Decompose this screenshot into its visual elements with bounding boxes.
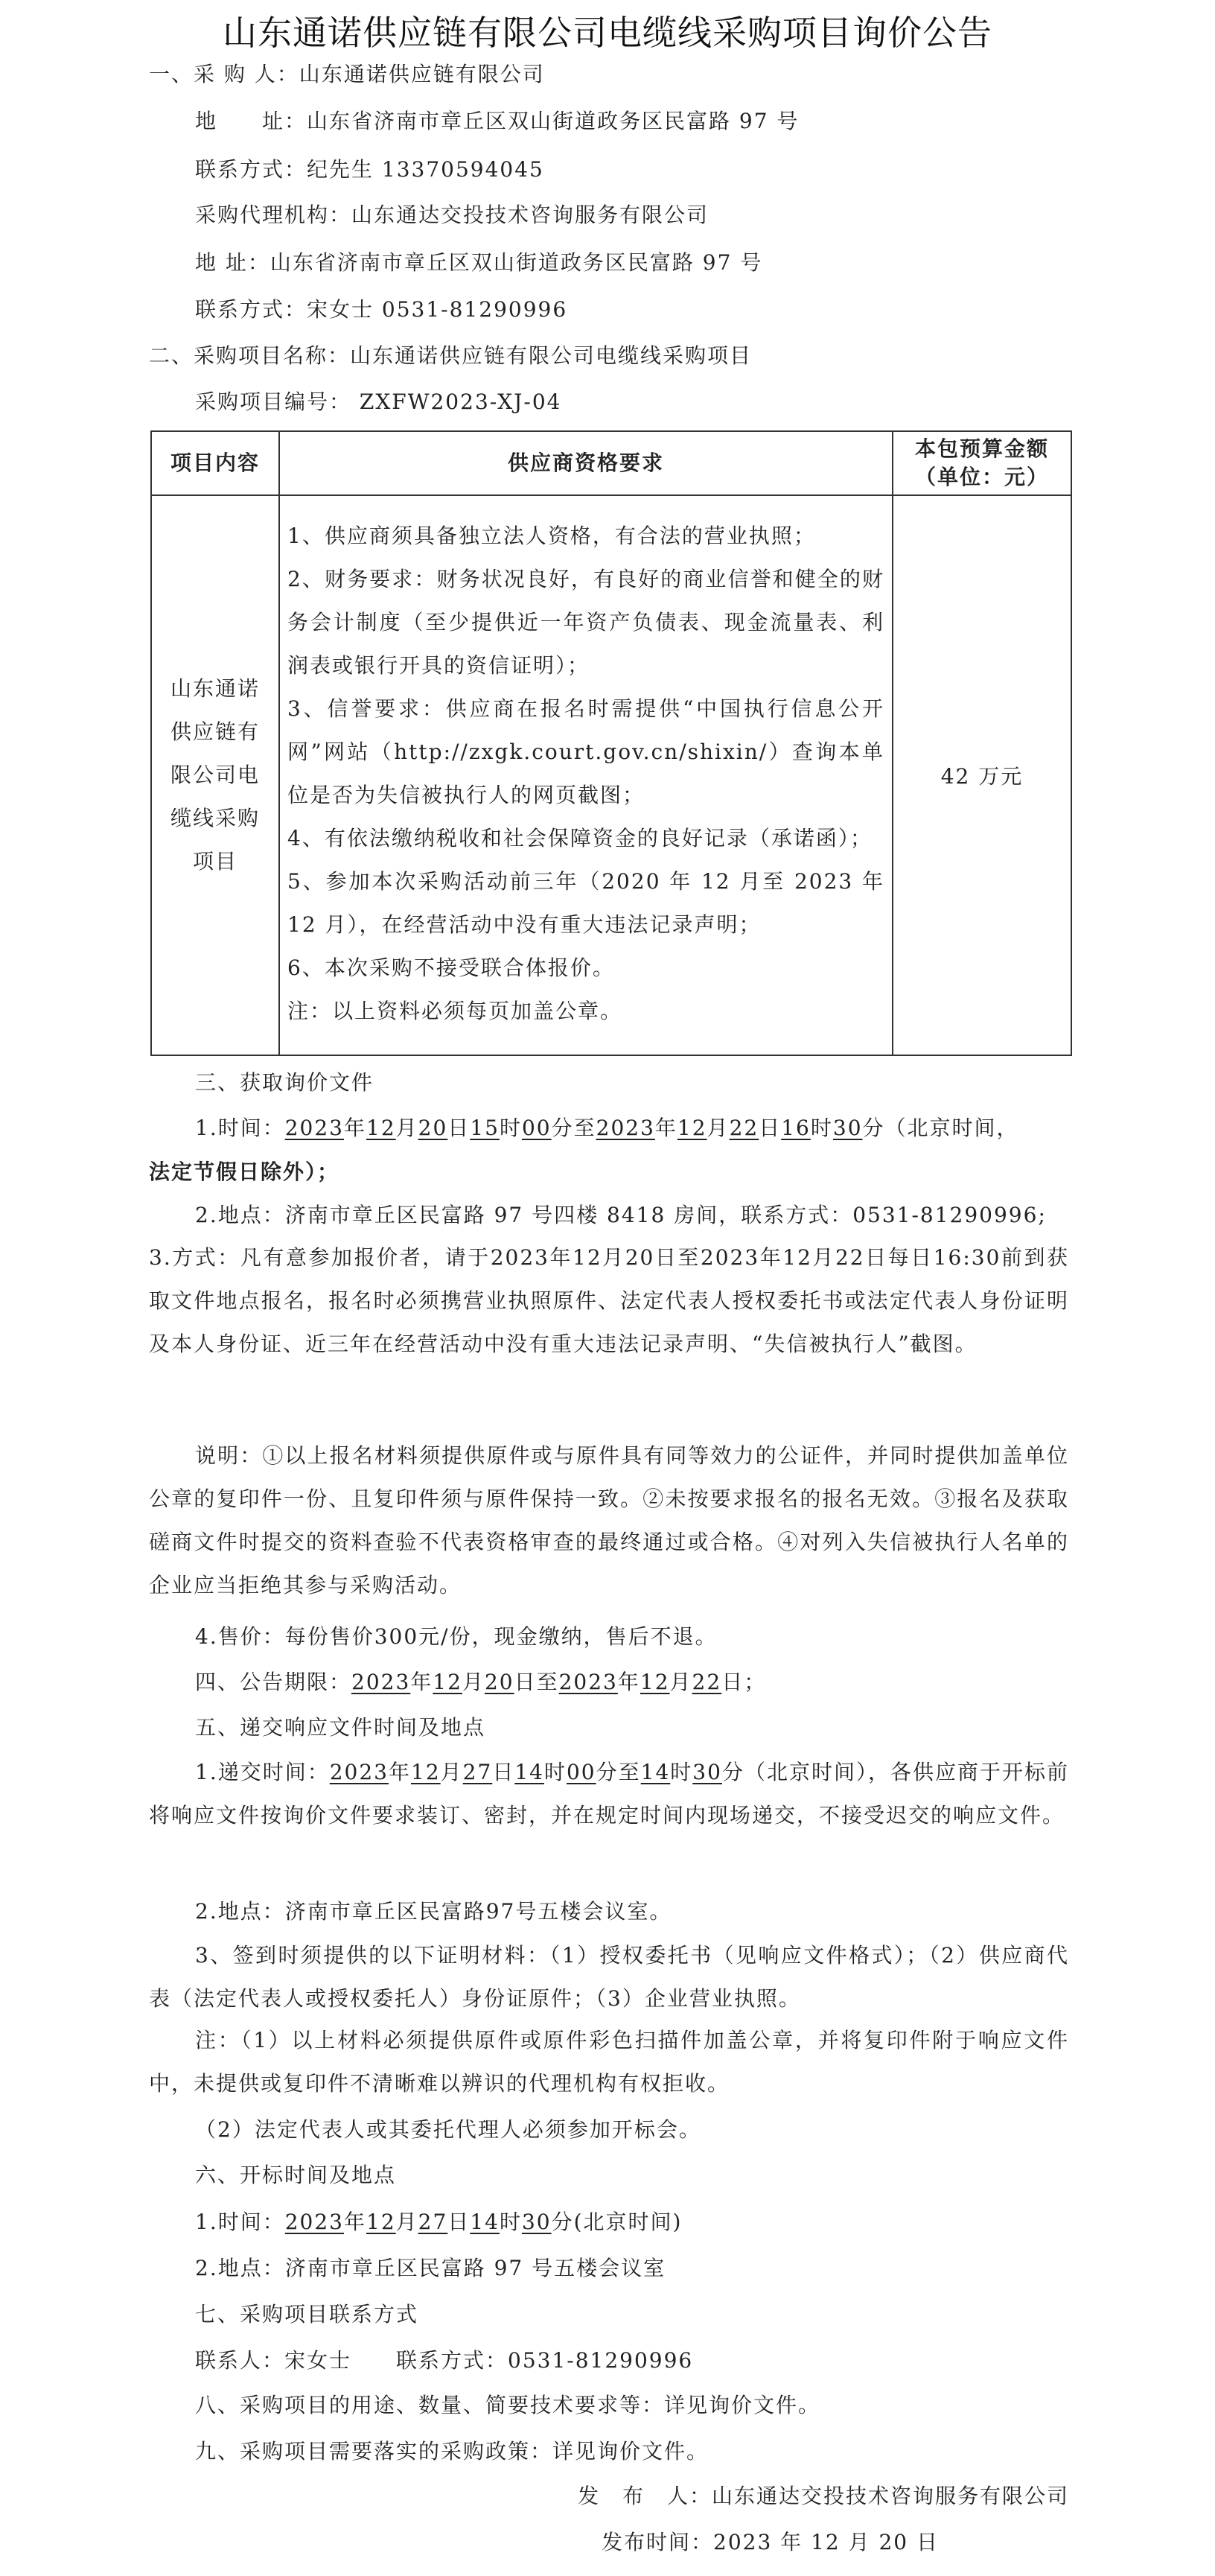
section5-materials: 3、签到时须提供的以下证明材料：（1）授权委托书（见响应文件格式）；（2）供应商代表（法定代表人或授权委托人）身份证原件；（3）企业营业执照。	[149, 1943, 1069, 2011]
requirement-3: 3、信誉要求：供应商在报名时需提供“中国执行信息公开网”网站（http://zxgk.court.gov.cn/shixin/）查询本单位是否为失信被执行人的网页截图；	[287, 696, 884, 807]
requirements-cell	[279, 495, 893, 1055]
section6-place: 2.地点：济南市章丘区民富路 97 号五楼会议室	[195, 2256, 666, 2280]
section3-time-holiday: 法定节假日除外）；	[149, 1160, 340, 1184]
section7-contact: 联系人：宋女士 联系方式：0531-81290996	[195, 2348, 694, 2373]
project-name: 二、采购项目名称：山东通诺供应链有限公司电缆线采购项目	[149, 343, 753, 368]
requirement-4: 4、有依法缴纳税收和社会保障资金的良好记录（承诺函）；	[287, 826, 873, 850]
requirements-table	[150, 430, 1072, 1056]
section3-note: 说明：①以上报名材料须提供原件或与原件具有同等效力的公证件，并同时提供加盖单位公章的复印件一份、且复印件须与原件保持一致。②未按要求报名的报名无效。③报名及获取磋商文件时提交的资料查验不代表资格审查的最终通过或合格。④对列入失信被执行人名单的企业应当拒绝其参与采购活动。	[149, 1443, 1069, 1597]
section4-period: 四、公告期限：2023年12月20日至2023年12月22日；	[195, 1670, 767, 1694]
section6-heading: 六、开标时间及地点	[195, 2163, 397, 2187]
project-number: 采购项目编号： ZXFW2023-XJ-04	[195, 389, 562, 414]
section5-note1: 注：（1）以上材料必须提供原件或原件彩色扫描件加盖公章，并将复印件附于响应文件中，未提供或复印件不清晰难以辨识的代理机构有权拒收。	[149, 2028, 1069, 2096]
header-item: 项目内容	[151, 431, 279, 495]
purchaser-contact: 联系方式：纪先生 13370594045	[195, 157, 544, 182]
requirement-2: 2、财务要求：财务状况良好，有良好的商业信誉和健全的财务会计制度（至少提供近一年资产负债表、现金流量表、利润表或银行开具的资信证明）；	[287, 567, 884, 678]
section3-place: 2.地点：济南市章丘区民富路 97 号四楼 8418 房间，联系方式：0531-81290996;	[195, 1203, 1047, 1227]
section5-place: 2.地点：济南市章丘区民富路97号五楼会议室。	[195, 1899, 672, 1924]
agency-address: 地 址：山东省济南市章丘区双山街道政务区民富路 97 号	[195, 250, 763, 275]
requirement-5: 5、参加本次采购活动前三年（2020 年 12 月至 2023 年 12 月），在经营活动中没有重大违法记录声明；	[287, 869, 884, 937]
publisher: 发 布 人：山东通达交投技术咨询服务有限公司	[578, 2484, 1070, 2508]
requirement-note: 注：以上资料必须每页加盖公章。	[287, 999, 623, 1023]
purchaser-address: 地 址：山东省济南市章丘区双山街道政务区民富路 97 号	[195, 109, 800, 133]
header-requirements: 供应商资格要求	[279, 431, 893, 495]
table-row	[151, 495, 1071, 1055]
requirement-6: 6、本次采购不接受联合体报价。	[287, 955, 615, 980]
item-cell: 山东通诺供应链有限公司电缆线采购项目	[151, 495, 279, 1055]
agency-contact: 联系方式：宋女士 0531-81290996	[195, 297, 568, 322]
section5-heading: 五、递交响应文件时间及地点	[195, 1715, 486, 1740]
section3-method: 3.方式：凡有意参加报价者，请于2023年12月20日至2023年12月22日每日16:30前到获取文件地点报名，报名时必须携营业执照原件、法定代表人授权委托书或法定代表人身份证明及本人身份证、近三年在经营活动中没有重大违法记录声明、“失信被执行人”截图。	[149, 1245, 1069, 1356]
agency-name: 采购代理机构：山东通达交投技术咨询服务有限公司	[195, 203, 709, 227]
purchaser-line: 一、采 购 人：山东通诺供应链有限公司	[149, 62, 545, 86]
publish-date: 发布时间：2023 年 12 月 20 日	[602, 2530, 940, 2554]
table-header-row	[151, 431, 1071, 495]
page-title: 山东通诺供应链有限公司电缆线采购项目询价公告	[223, 13, 992, 53]
section3-heading: 三、获取询价文件	[195, 1070, 374, 1095]
requirement-1: 1、供应商须具备独立法人资格，有合法的营业执照；	[287, 524, 816, 548]
section5-time: 1.递交时间：2023年12月27日14时00分至14时30分（北京时间），各供应商于开标前将响应文件按询价文件要求装订、密封，并在规定时间内现场递交，不接受迟交的响应文件。	[149, 1760, 1069, 1828]
section7-heading: 七、采购项目联系方式	[195, 2302, 419, 2327]
section8: 八、采购项目的用途、数量、简要技术要求等：详见询价文件。	[195, 2393, 821, 2417]
section5-note2: （2）法定代表人或其委托代理人必须参加开标会。	[195, 2117, 701, 2142]
section9: 九、采购项目需要落实的采购政策：详见询价文件。	[195, 2439, 709, 2464]
section3-price: 4.售价：每份售价300元/份，现金缴纳，售后不退。	[195, 1624, 718, 1649]
header-budget: 本包预算金额（单位：元）	[893, 431, 1071, 495]
section3-time: 1.时间：2023年12月20日15时00分至2023年12月22日16时30分（北京时间，	[195, 1116, 1019, 1140]
section6-time: 1.时间：2023年12月27日14时30分(北京时间)	[195, 2210, 683, 2234]
budget-cell: 42 万元	[893, 495, 1071, 1055]
